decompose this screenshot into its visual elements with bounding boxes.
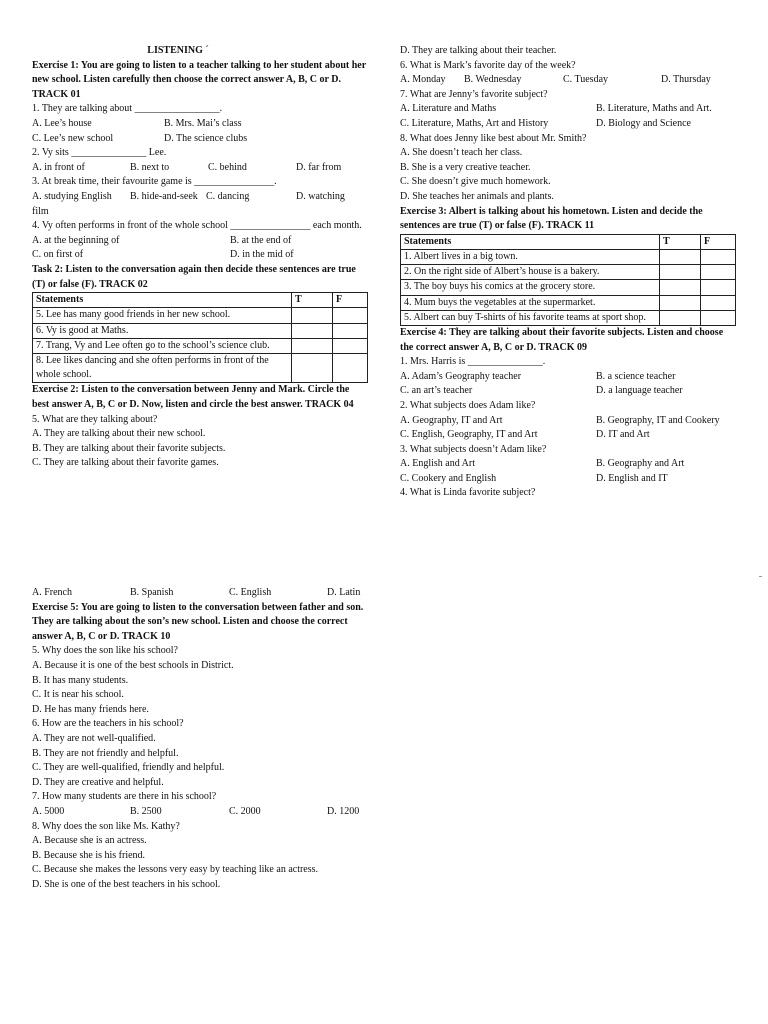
ex4-question-3: 3. What subjects doesn’t Adam like?	[400, 443, 547, 455]
statement-cell: 3. The boy buys his comics at the grocery store.	[401, 280, 660, 295]
ex4-q2-options-row2	[400, 428, 736, 443]
ex2-q6-options	[400, 73, 736, 88]
ex5-question-5: 5. Why does the son like his school?	[32, 645, 178, 657]
true-answer-cell[interactable]	[660, 280, 701, 295]
option: B. Mrs. Mai’s class	[164, 117, 242, 129]
option: B. a science teacher	[596, 370, 676, 382]
option: D. Latin	[327, 587, 361, 598]
statement-cell: 7. Trang, Vy and Lee often go to the school’s science club.	[33, 338, 292, 353]
task-2-heading: Task 2: Listen to the conversation again then decide these sentences are true (T) or false (F). TRACK 02	[32, 263, 356, 290]
true-answer-cell[interactable]	[292, 323, 333, 338]
true-answer-cell[interactable]	[292, 353, 333, 382]
option: D. She teaches her animals and plants.	[400, 190, 554, 202]
option: C. Tuesday	[563, 74, 609, 86]
ex1-q1-options-row1	[32, 117, 368, 132]
table-row	[401, 310, 736, 325]
table-row	[33, 338, 368, 353]
false-answer-cell[interactable]	[701, 310, 736, 325]
option: D. They are talking about their teacher.	[400, 45, 557, 56]
ex1-q4-options-row2	[32, 248, 368, 263]
true-answer-cell[interactable]	[660, 249, 701, 264]
stray-mark	[759, 576, 762, 577]
left-column-top	[32, 44, 368, 471]
false-answer-cell[interactable]	[333, 323, 368, 338]
ex5-question-8: 8. Why does the son like Ms. Kathy?	[32, 820, 180, 832]
ex2-question-7: 7. What are Jenny’s favorite subject?	[400, 88, 548, 100]
statements-header: Statements	[33, 293, 292, 308]
ex2-question-5: 5. What are they talking about?	[32, 413, 158, 425]
true-header: T	[292, 293, 333, 308]
option: B. It has many students.	[32, 674, 129, 686]
option: D. He has many friends here.	[32, 703, 149, 715]
option: D. 1200	[327, 805, 360, 817]
statement-cell: 2. On the right side of Albert’s house is a bakery.	[401, 265, 660, 280]
table-row	[401, 265, 736, 280]
true-header: T	[660, 234, 701, 249]
exercise-3-table	[400, 234, 736, 326]
option: C. on first of	[32, 249, 84, 261]
option: D. English and IT	[596, 472, 668, 484]
false-header: F	[333, 293, 368, 308]
option: A. She doesn’t teach her class.	[400, 147, 523, 159]
option: D. watching	[296, 190, 345, 202]
false-answer-cell[interactable]	[333, 353, 368, 382]
left-column-bottom	[32, 586, 368, 892]
option: D. They are creative and helpful.	[32, 776, 164, 788]
statement-cell: 4. Mum buys the vegetables at the supermarket.	[401, 295, 660, 310]
exercise-5-heading: Exercise 5: You are going to listen to the conversation between father and son. They are talking about the son’s new school. Listen and choose the correct answer A, B, C or D. TRACK 10	[32, 601, 364, 642]
exercise-1-heading: Exercise 1: You are going to listen to a teacher talking to her student about her new school. Listen carefully then choose the correct answer A, B, C or D. TRACK 01	[32, 59, 366, 100]
option: D. IT and Art	[596, 429, 650, 441]
option: A. English and Art	[400, 458, 475, 470]
table-row	[33, 323, 368, 338]
ex1-question-3: 3. At break time, their favourite game is ________________.	[32, 176, 277, 188]
option: B. Literature, Maths and Art.	[596, 103, 712, 115]
option: B. Because she is his friend.	[32, 849, 146, 861]
option: D. She is one of the best teachers in his school.	[32, 878, 221, 890]
true-answer-cell[interactable]	[292, 308, 333, 323]
option: B. Wednesday	[464, 74, 522, 86]
option: A. at the beginning of	[32, 234, 120, 246]
ex4-q1-options-row2	[400, 384, 736, 399]
ex5-question-6: 6. How are the teachers in his school?	[32, 718, 184, 730]
statement-cell: 1. Albert lives in a big town.	[401, 249, 660, 264]
option: A. in front of	[32, 161, 85, 173]
statement-cell: 8. Lee likes dancing and she often performs in front of the whole school.	[33, 353, 292, 382]
option: A. Monday	[400, 74, 446, 86]
false-answer-cell[interactable]	[333, 308, 368, 323]
ex1-q3-continuation: film	[32, 205, 49, 217]
right-column	[400, 44, 736, 501]
option: B. They are talking about their favorite subjects.	[32, 442, 226, 454]
option: A. Lee’s house	[32, 117, 92, 129]
option: C. They are well-qualified, friendly and helpful.	[32, 762, 225, 774]
table-header-row	[33, 293, 368, 308]
option: C. She doesn’t give much homework.	[400, 176, 551, 188]
option: A. Because it is one of the best schools in District.	[32, 659, 234, 671]
option: C. Lee’s new school	[32, 132, 114, 144]
ex4-question-4: 4. What is Linda favorite subject?	[400, 487, 536, 499]
statements-header: Statements	[401, 234, 660, 249]
option: B. at the end of	[230, 234, 292, 246]
false-answer-cell[interactable]	[701, 280, 736, 295]
ex4-q4-options	[32, 586, 368, 601]
option: C. Cookery and English	[400, 472, 497, 484]
option: D. far from	[296, 161, 342, 173]
option: B. next to	[130, 161, 170, 173]
option: A. 5000	[32, 805, 65, 817]
ex5-question-7: 7. How many students are there in his school?	[32, 791, 217, 803]
true-answer-cell[interactable]	[660, 295, 701, 310]
page-title: LISTENING ´	[147, 45, 209, 56]
task-2-table	[32, 292, 368, 383]
option: C. Because she makes the lessons very easy by teaching like an actress.	[32, 864, 319, 876]
ex4-q3-options-row1	[400, 457, 736, 472]
ex4-question-1: 1. Mrs. Harris is _______________.	[400, 356, 546, 368]
table-row	[401, 280, 736, 295]
ex1-question-4: 4. Vy often performs in front of the whole school ________________ each month.	[32, 220, 362, 232]
ex2-question-8: 8. What does Jenny like best about Mr. Smith?	[400, 132, 587, 144]
ex1-q1-options-row2	[32, 132, 368, 147]
option: C. They are talking about their favorite games.	[32, 457, 219, 469]
true-answer-cell[interactable]	[660, 310, 701, 325]
option: C. Literature, Maths, Art and History	[400, 117, 549, 129]
false-answer-cell[interactable]	[701, 265, 736, 280]
exercise-3-heading: Exercise 3: Albert is talking about his hometown. Listen and decide the sentences are true (T) or false (F). TRACK 11	[400, 205, 703, 232]
option: C. 2000	[229, 805, 261, 817]
false-answer-cell[interactable]	[333, 338, 368, 353]
table-row	[33, 353, 368, 382]
ex2-q7-options-row2	[400, 117, 736, 132]
table-row	[401, 249, 736, 264]
option: D. a language teacher	[596, 385, 683, 397]
option: D. Thursday	[661, 74, 711, 86]
option: B. Spanish	[130, 587, 174, 598]
ex4-q3-options-row2	[400, 472, 736, 487]
option: A. They are not well-qualified.	[32, 732, 156, 744]
option: C. behind	[208, 161, 247, 173]
option: A. They are talking about their new school.	[32, 428, 206, 440]
option: A. French	[32, 587, 72, 598]
option: B. hide-and-seek	[130, 190, 198, 202]
table-row	[33, 308, 368, 323]
option: D. Biology and Science	[596, 117, 691, 129]
option: B. They are not friendly and helpful.	[32, 747, 179, 759]
option: A. Geography, IT and Art	[400, 414, 503, 426]
ex5-q7-options	[32, 805, 368, 820]
statement-cell: 5. Lee has many good friends in her new school.	[33, 308, 292, 323]
statement-cell: 6. Vy is good at Maths.	[33, 323, 292, 338]
table-header-row	[401, 234, 736, 249]
ex2-question-6: 6. What is Mark’s favorite day of the week?	[400, 59, 576, 71]
option: C. It is near his school.	[32, 689, 124, 701]
ex1-q4-options-row1	[32, 234, 368, 249]
false-header: F	[701, 234, 736, 249]
option: D. in the mid of	[230, 249, 294, 261]
option: D. The science clubs	[164, 132, 248, 144]
false-answer-cell[interactable]	[701, 295, 736, 310]
ex4-q1-options-row1	[400, 370, 736, 385]
exercise-2-heading: Exercise 2: Listen to the conversation between Jenny and Mark. Circle the best answer A, B, C or D. Now, listen and circle the best answer. TRACK 04	[32, 384, 354, 410]
option: A. studying English	[32, 190, 112, 202]
statement-cell: 5. Albert can buy T-shirts of his favorite teams at sport shop.	[401, 310, 660, 325]
ex1-question-2: 2. Vy sits _______________ Lee.	[32, 147, 167, 159]
option: C. an art’s teacher	[400, 385, 473, 397]
option: B. Geography and Art	[596, 458, 685, 470]
option: C. English	[229, 587, 272, 598]
table-row	[401, 295, 736, 310]
ex4-question-2: 2. What subjects does Adam like?	[400, 399, 536, 411]
option: B. Geography, IT and Cookery	[596, 414, 720, 426]
true-answer-cell[interactable]	[660, 265, 701, 280]
ex1-q3-options	[32, 190, 368, 205]
option: C. English, Geography, IT and Art	[400, 429, 538, 441]
option: B. She is a very creative teacher.	[400, 161, 531, 173]
exercise-4-heading: Exercise 4: They are talking about their favorite subjects. Listen and choose the correct answer A, B, C or D. TRACK 09	[400, 326, 724, 353]
option: A. Adam’s Geography teacher	[400, 370, 522, 382]
ex1-q2-options	[32, 161, 368, 176]
ex1-question-1: 1. They are talking about _________________.	[32, 103, 223, 115]
option: A. Because she is an actress.	[32, 835, 147, 847]
ex4-q2-options-row1	[400, 414, 736, 429]
option: B. 2500	[130, 805, 162, 817]
false-answer-cell[interactable]	[701, 249, 736, 264]
ex2-q7-options-row1	[400, 102, 736, 117]
option: C. dancing	[206, 190, 250, 202]
true-answer-cell[interactable]	[292, 338, 333, 353]
option: A. Literature and Maths	[400, 103, 497, 115]
